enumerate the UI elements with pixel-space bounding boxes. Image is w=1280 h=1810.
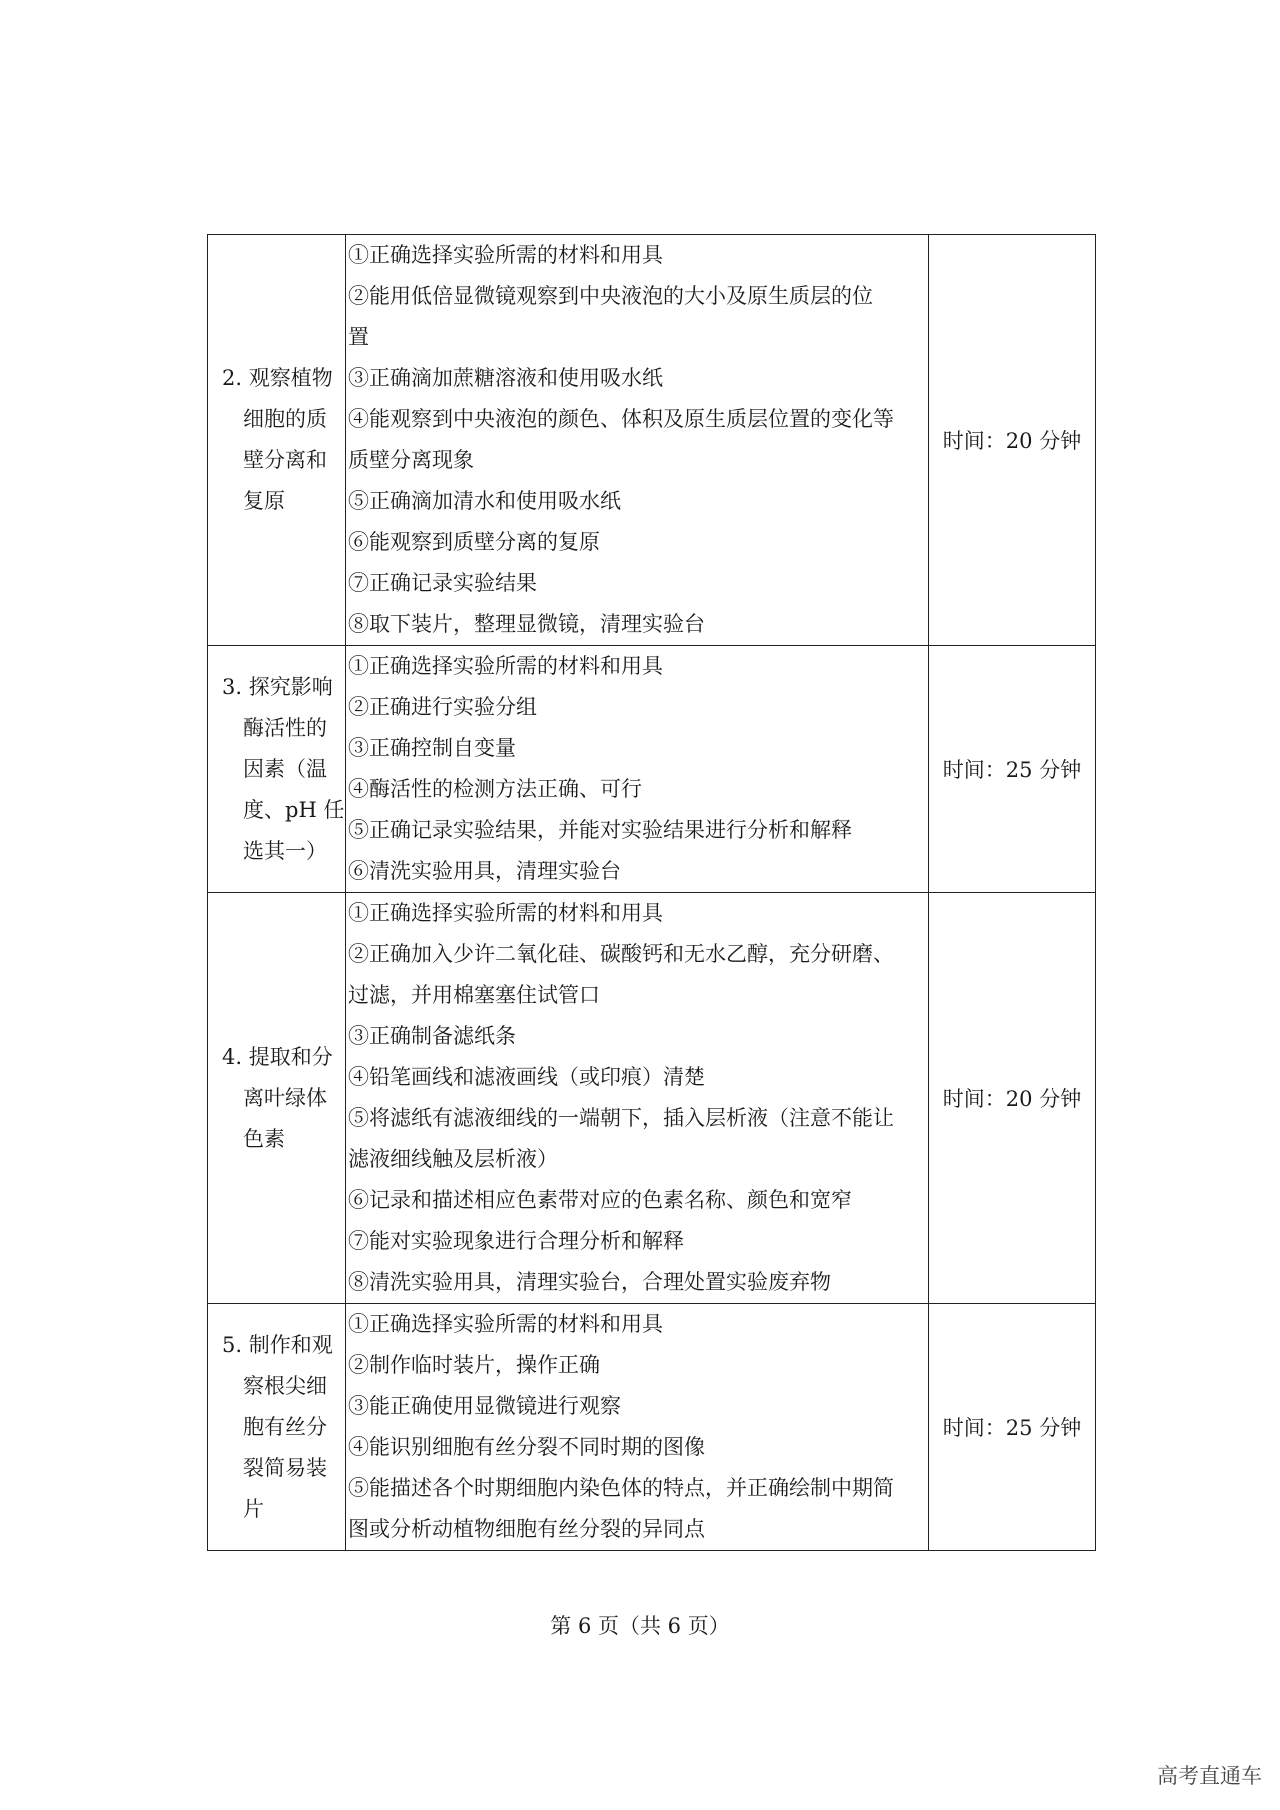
table-row	[208, 646, 1096, 893]
requirements-cell	[346, 235, 929, 646]
requirement-line: ③正确制备滤纸条	[348, 1024, 516, 1048]
watermark-logo: 高考直通车	[1157, 1764, 1262, 1788]
experiment-name-line: 选其一）	[243, 838, 327, 863]
requirement-line: ⑦正确记录实验结果	[348, 571, 537, 595]
experiment-name-line: 4. 提取和分	[222, 1044, 333, 1069]
experiment-name-cell	[208, 893, 346, 1304]
requirement-line: ④能观察到中央液泡的颜色、体积及原生质层位置的变化等	[348, 407, 894, 431]
requirement-line: ①正确选择实验所需的材料和用具	[348, 1312, 663, 1336]
experiment-name-line: 酶活性的	[243, 715, 327, 740]
requirements-cell	[346, 646, 929, 893]
requirement-line: ②能用低倍显微镜观察到中央液泡的大小及原生质层的位	[348, 284, 873, 308]
requirement-line: 质壁分离现象	[348, 448, 474, 472]
requirement-line: ④能识别细胞有丝分裂不同时期的图像	[348, 1435, 705, 1459]
page-footer: 第 6 页（共 6 页）	[550, 1614, 730, 1638]
requirements-cell	[346, 1304, 929, 1551]
requirement-line: ⑤能描述各个时期细胞内染色体的特点，并正确绘制中期简	[348, 1476, 894, 1500]
experiment-name-line: 5. 制作和观	[222, 1332, 333, 1357]
table-body	[208, 235, 1096, 1551]
requirement-line: 过滤，并用棉塞塞住试管口	[348, 983, 600, 1007]
experiment-name-line: 2. 观察植物	[222, 366, 333, 390]
experiment-name-line: 度、pH 任	[243, 797, 345, 822]
experiment-name-line: 细胞的质	[243, 407, 327, 431]
requirement-line: ③正确控制自变量	[348, 736, 516, 760]
experiment-name-cell	[208, 235, 346, 646]
experiment-name-line: 色素	[243, 1126, 285, 1151]
table-row	[208, 235, 1096, 646]
requirement-line: ②正确加入少许二氧化硅、碳酸钙和无水乙醇，充分研磨、	[348, 942, 894, 966]
requirement-line: ⑥记录和描述相应色素带对应的色素名称、颜色和宽窄	[348, 1188, 852, 1212]
requirement-line: ③正确滴加蔗糖溶液和使用吸水纸	[348, 366, 663, 390]
requirement-line: 图或分析动植物细胞有丝分裂的异同点	[348, 1517, 705, 1541]
requirement-line: ⑤正确记录实验结果，并能对实验结果进行分析和解释	[348, 818, 852, 842]
table-row	[208, 1304, 1096, 1551]
requirement-line: ②制作临时装片，操作正确	[348, 1353, 600, 1377]
requirement-line: ⑤将滤纸有滤液细线的一端朝下，插入层析液（注意不能让	[348, 1106, 894, 1130]
requirement-line: ①正确选择实验所需的材料和用具	[348, 654, 663, 678]
requirement-line: 滤液细线触及层析液）	[348, 1147, 558, 1171]
requirement-line: ④酶活性的检测方法正确、可行	[348, 777, 642, 801]
experiment-table	[207, 234, 1096, 1551]
requirement-line: ②正确进行实验分组	[348, 695, 537, 719]
experiment-name-cell	[208, 646, 346, 893]
experiment-name-line: 复原	[243, 489, 285, 513]
requirement-line: ⑧清洗实验用具，清理实验台，合理处置实验废弃物	[348, 1270, 831, 1294]
time-limit-cell: 时间：25 分钟	[929, 1304, 1096, 1551]
time-limit-cell: 时间：20 分钟	[929, 235, 1096, 646]
time-limit-cell: 时间：25 分钟	[929, 646, 1096, 893]
experiment-name-line: 片	[243, 1496, 264, 1521]
experiment-name-line: 胞有丝分	[243, 1414, 327, 1439]
requirement-line: ⑥清洗实验用具，清理实验台	[348, 859, 621, 883]
requirement-line: ⑤正确滴加清水和使用吸水纸	[348, 489, 621, 513]
requirement-line: ①正确选择实验所需的材料和用具	[348, 243, 663, 267]
experiment-name-line: 3. 探究影响	[222, 674, 333, 699]
requirement-line: ⑥能观察到质壁分离的复原	[348, 530, 600, 554]
requirement-line: ④铅笔画线和滤液画线（或印痕）清楚	[348, 1065, 705, 1089]
experiment-name-line: 裂简易装	[243, 1455, 327, 1480]
experiment-name-line: 因素（温	[243, 756, 327, 781]
experiment-name-line: 壁分离和	[243, 448, 327, 472]
experiment-name-line: 察根尖细	[243, 1373, 327, 1398]
requirement-line: 置	[348, 325, 369, 349]
requirement-line: ③能正确使用显微镜进行观察	[348, 1394, 621, 1418]
experiment-name-line: 离叶绿体	[243, 1085, 327, 1110]
time-limit-cell: 时间：20 分钟	[929, 893, 1096, 1304]
requirement-line: ①正确选择实验所需的材料和用具	[348, 901, 663, 925]
requirement-line: ⑧取下装片，整理显微镜，清理实验台	[348, 612, 705, 636]
table-row	[208, 893, 1096, 1304]
requirement-line: ⑦能对实验现象进行合理分析和解释	[348, 1229, 684, 1253]
requirements-cell	[346, 893, 929, 1304]
experiment-name-cell	[208, 1304, 346, 1551]
